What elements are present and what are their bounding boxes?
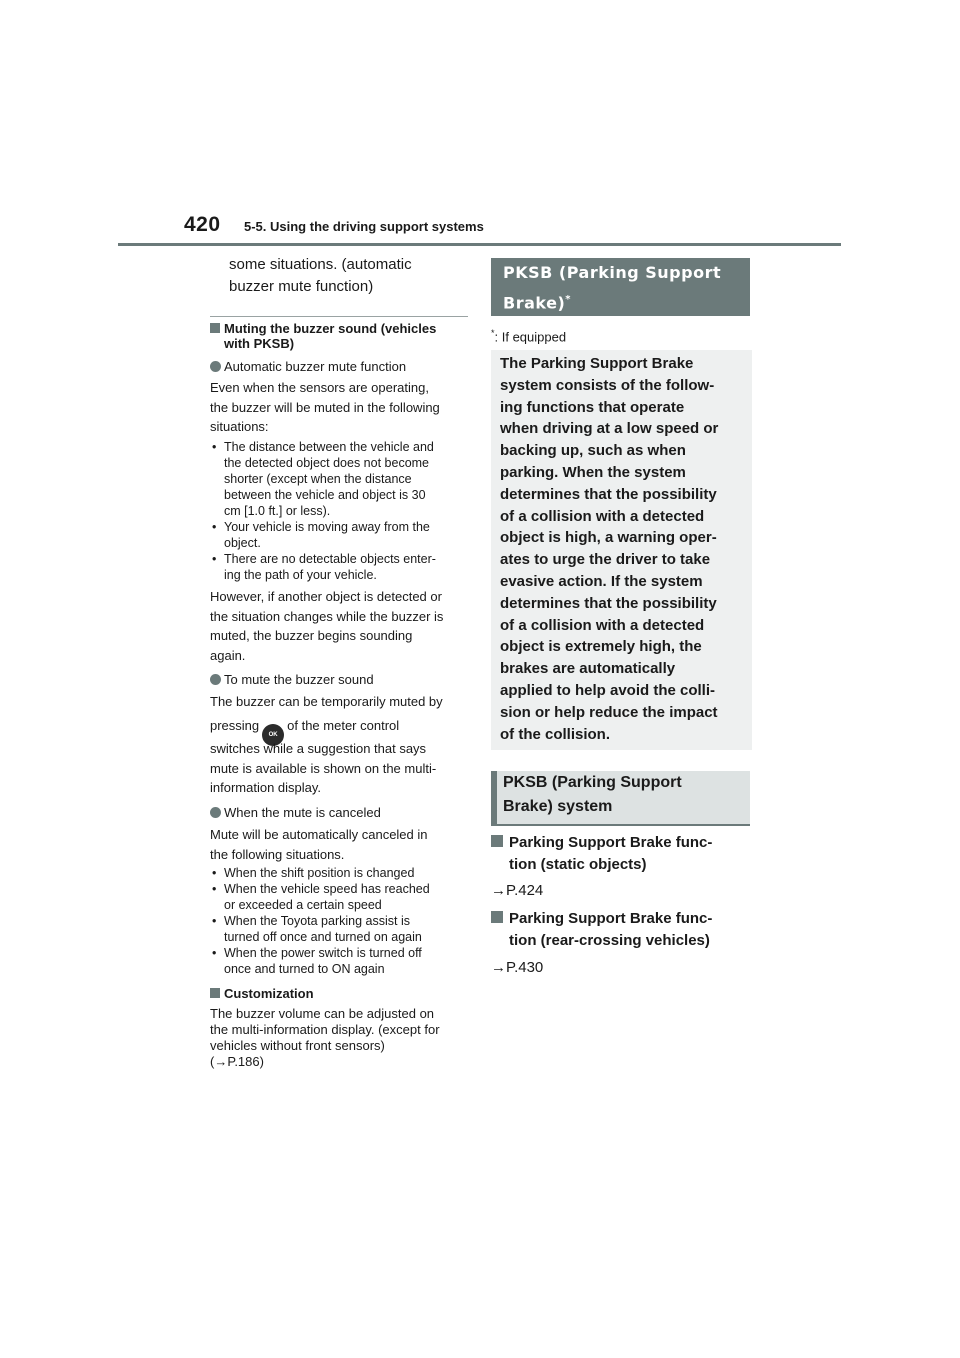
auto-mute-title: Automatic buzzer mute function (210, 359, 468, 375)
cancel-mute-title: When the mute is canceled (210, 805, 468, 821)
continued-text-box (210, 250, 468, 317)
continued-line: buzzer mute function) (229, 278, 374, 295)
page-reference-link[interactable]: →P.430 (491, 959, 544, 976)
manual-mute-title: To mute the buzzer sound (210, 672, 468, 688)
page-number: 420 (184, 213, 221, 236)
muting-heading: Muting the buzzer sound (vehicles with PKSB) (210, 321, 468, 351)
list-item: • When the power switch is turned off once and turned to ON again (210, 945, 468, 977)
section-title: 5-5. Using the driving support systems (244, 219, 484, 234)
equipped-footnote: *: If equipped (491, 328, 567, 345)
pksb-intro-box: The Parking Support Brake system consists of the follow- ing functions that operate when driving at a low speed or backing up, such as when parking. When the system determines that the possibility of a collision with a detected object is high, a warning oper- ates to urge the driver to take evasive action. If the system determines that the possibility of a collision with a detected object is extremely high, the brakes are automatically applied to help avoid the colli- sion or help reduce the impact of the collision. (491, 350, 752, 750)
list-item: • There are no detectable objects enter- ing the path of your vehicle. (210, 551, 468, 583)
list-item: • When the shift position is changed (210, 865, 468, 881)
list-item: • When the Toyota parking assist is turned off once and turned on again (210, 913, 468, 945)
square-bullet-icon (491, 911, 503, 923)
round-bullet-icon (210, 361, 221, 372)
pksb-system-heading: PKSB (Parking Support Brake) system (491, 771, 750, 826)
continued-line: some situations. (automatic (229, 256, 412, 273)
header-rule (118, 243, 841, 246)
list-item: • When the vehicle speed has reached or exceeded a certain speed (210, 881, 468, 913)
customization-text: The buzzer volume can be adjusted on the multi-information display. (except for vehicles without front sensors) (→P.186) (210, 1006, 440, 1069)
pksb-banner: PKSB (Parking Support Brake)* (491, 258, 750, 316)
list-item: • Your vehicle is moving away from the object. (210, 519, 468, 551)
manual-mute-line1: The buzzer can be temporarily muted by (210, 694, 443, 709)
manual-mute-lines: switches while a suggestion that says mute is available is shown on the multi- information display. (210, 741, 437, 796)
auto-mute-para2: However, if another object is detected or the situation changes while the buzzer is muted, the buzzer begins sounding again. (210, 589, 444, 663)
round-bullet-icon (210, 674, 221, 685)
ok-button-icon: OK (262, 724, 284, 746)
customization-heading: Customization (210, 986, 468, 1001)
func-rear-crossing-heading: Parking Support Brake func- tion (rear-crossing vehicles) (491, 908, 751, 952)
cancel-mute-para: Mute will be automatically canceled in the following situations. (210, 827, 428, 862)
auto-mute-para: Even when the sensors are operating, the buzzer will be muted in the following situations: (210, 380, 440, 435)
auto-mute-bullets (210, 439, 468, 583)
manual-mute-line2: pressingOKof the meter control (210, 716, 468, 746)
page-reference-link[interactable]: →P.424 (491, 882, 544, 899)
round-bullet-icon (210, 807, 221, 818)
square-bullet-icon (210, 323, 220, 333)
square-bullet-icon (491, 835, 503, 847)
cancel-mute-bullets (210, 865, 468, 977)
square-bullet-icon (210, 988, 220, 998)
list-item: • The distance between the vehicle and the detected object does not become shorter (except when the distance between the vehicle and object is 30 cm [1.0 ft.] or less). (210, 439, 468, 519)
func-static-heading: Parking Support Brake func- tion (static objects) (491, 832, 751, 876)
